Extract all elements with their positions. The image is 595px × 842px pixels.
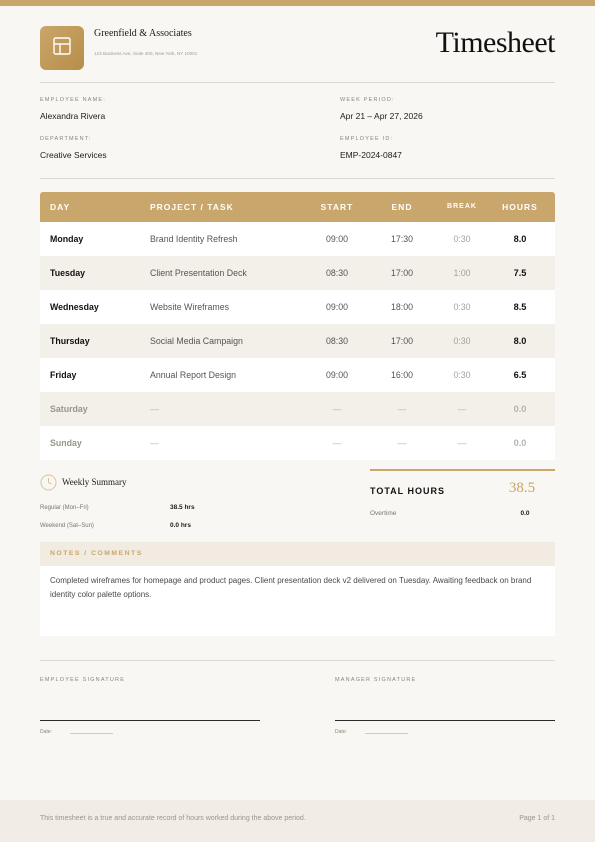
cell-project: —	[150, 404, 159, 414]
cell-break: 0:30	[453, 234, 471, 244]
employee-date-line	[70, 733, 113, 734]
total-hours-label: TOTAL HOURS	[370, 486, 446, 496]
cell-break: —	[457, 438, 467, 448]
notes-title: NOTES / COMMENTS	[40, 542, 555, 566]
divider	[40, 660, 555, 661]
employee-signature-line	[40, 720, 260, 721]
table-row	[40, 222, 555, 256]
clock-icon	[40, 474, 57, 496]
department-value: Creative Services	[40, 150, 107, 160]
total-hours-value: 38.5	[508, 480, 536, 496]
table-row	[40, 290, 555, 324]
cell-project: Website Wireframes	[150, 302, 230, 312]
cell-day: Thursday	[50, 336, 90, 346]
company-address: 123 Business Ave, Suite 400, New York, NY 10001	[94, 51, 198, 56]
cell-break: 0:30	[453, 302, 471, 312]
cell-end: —	[397, 404, 407, 414]
page-footer	[0, 800, 595, 842]
cell-break: —	[457, 404, 467, 414]
timesheet-table	[40, 192, 555, 460]
cell-hours: 7.5	[513, 268, 527, 278]
weekend-hours-value: 0.0 hrs	[170, 522, 191, 529]
employee-id-label: EMPLOYEE ID:	[340, 136, 394, 142]
table-row	[40, 256, 555, 290]
table-row	[40, 426, 555, 460]
manager-date-line	[365, 733, 408, 734]
week-period-label: WEEK PERIOD:	[340, 97, 395, 103]
cell-day: Tuesday	[50, 268, 86, 278]
cell-day: Monday	[50, 234, 84, 244]
cell-project: —	[150, 438, 159, 448]
employee-date-label: Date:	[40, 729, 52, 735]
cell-end: 17:00	[390, 268, 413, 278]
regular-hours-label: Regular (Mon–Fri)	[40, 505, 89, 511]
cell-start: 09:00	[325, 370, 348, 380]
cell-start: 09:00	[325, 302, 348, 312]
employee-name-label: EMPLOYEE NAME:	[40, 97, 107, 103]
cell-start: 08:30	[325, 336, 348, 346]
footer-statement: This timesheet is a true and accurate record of hours worked during the above period.	[40, 815, 306, 822]
cell-hours: 8.0	[513, 336, 527, 346]
cell-project: Client Presentation Deck	[150, 268, 247, 278]
cell-day: Wednesday	[50, 302, 99, 312]
cell-start: 09:00	[325, 234, 348, 244]
employee-name: Alexandra Rivera	[40, 111, 106, 121]
divider	[40, 178, 555, 179]
notes-panel	[40, 542, 555, 636]
cell-end: 18:00	[390, 302, 413, 312]
weekly-summary-title: Weekly Summary	[62, 477, 127, 487]
cell-start: 08:30	[325, 268, 348, 278]
cell-hours: 6.5	[513, 370, 527, 380]
department-label: DEPARTMENT:	[40, 136, 92, 142]
cell-hours: 8.5	[513, 302, 527, 312]
manager-signature-line	[335, 720, 555, 721]
regular-hours-value: 38.5 hrs	[170, 504, 195, 511]
header-start: START	[320, 202, 354, 212]
document-header	[40, 26, 555, 72]
manager-date-label: Date:	[335, 729, 347, 735]
cell-end: —	[397, 438, 407, 448]
divider	[40, 82, 555, 83]
cell-end: 17:30	[390, 234, 413, 244]
table-row	[40, 358, 555, 392]
cell-break: 0:30	[453, 370, 471, 380]
employee-signature-label: EMPLOYEE SIGNATURE	[40, 677, 126, 683]
cell-end: 17:00	[390, 336, 413, 346]
cell-hours: 0.0	[513, 404, 527, 414]
header-day: DAY	[50, 202, 71, 212]
cell-day: Friday	[50, 370, 77, 380]
cell-hours: 0.0	[513, 438, 527, 448]
cell-day: Sunday	[50, 438, 82, 448]
cell-start: —	[332, 438, 342, 448]
manager-signature-label: MANAGER SIGNATURE	[335, 677, 417, 683]
cell-project: Social Media Campaign	[150, 336, 243, 346]
employee-id-value: EMP-2024-0847	[340, 150, 402, 160]
header-break: BREAK	[447, 203, 477, 210]
table-row	[40, 324, 555, 358]
header-hours: HOURS	[502, 202, 538, 212]
table-row	[40, 392, 555, 426]
overtime-value: 0.0	[520, 510, 530, 517]
cell-project: Brand Identity Refresh	[150, 234, 238, 244]
page-number: Page 1 of 1	[519, 815, 555, 822]
company-logo	[40, 26, 84, 70]
total-accent-rule	[370, 469, 555, 471]
header-project: PROJECT / TASK	[150, 202, 234, 212]
header-end: END	[391, 202, 413, 212]
week-period-value: Apr 21 – Apr 27, 2026	[340, 111, 423, 121]
cell-day: Saturday	[50, 404, 88, 414]
layout-grid-icon	[52, 36, 72, 61]
notes-body: Completed wireframes for homepage and product pages. Client presentation deck v2 delivered on Tuesday. Awaiting feedback on brand identity color palette options.	[50, 576, 532, 599]
document-title: Timesheet	[435, 26, 555, 59]
table-header	[40, 192, 555, 222]
cell-end: 16:00	[390, 370, 413, 380]
cell-break: 0:30	[453, 336, 471, 346]
cell-break: 1:00	[453, 268, 471, 278]
cell-project: Annual Report Design	[150, 370, 237, 380]
cell-start: —	[332, 404, 342, 414]
overtime-label: Overtime	[370, 510, 397, 517]
cell-hours: 8.0	[513, 234, 527, 244]
weekend-hours-label: Weekend (Sat–Sun)	[40, 523, 94, 529]
top-accent-bar	[0, 0, 595, 6]
company-name: Greenfield & Associates	[94, 28, 192, 39]
